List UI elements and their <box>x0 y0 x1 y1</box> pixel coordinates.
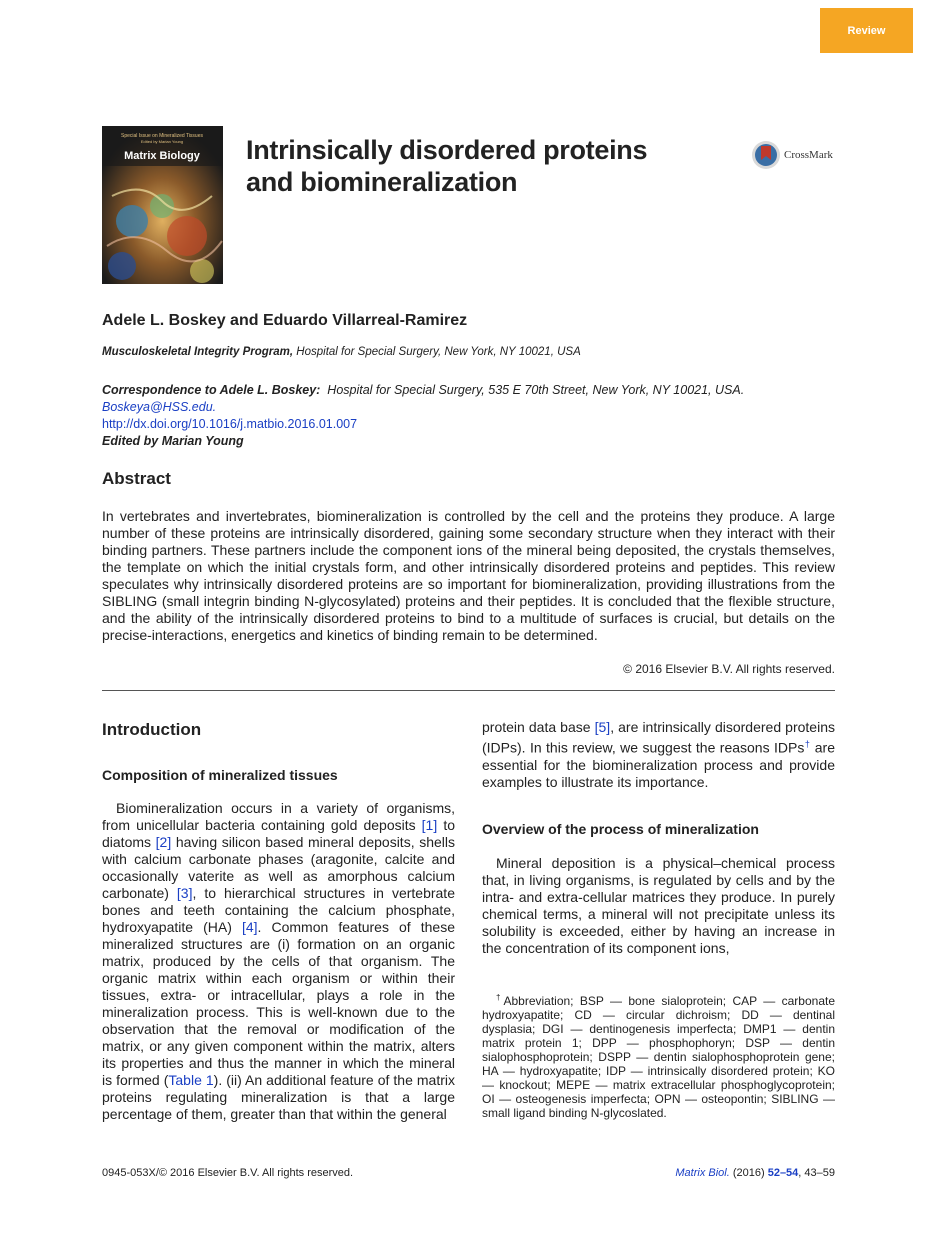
overview-paragraph <box>482 855 835 957</box>
crossmark-icon <box>751 140 781 170</box>
footer-issn: 0945-053X/© 2016 Elsevier B.V. All rights reserved. <box>102 1167 354 1179</box>
correspondence-label: Correspondence to Adele L. Boskey: <box>102 383 321 397</box>
ref-5-link[interactable]: [5] <box>594 719 611 735</box>
p2-text-b: , are intrinsically disordered proteins (IDPs). In this review, we suggest the reasons IDPs <box>482 719 835 756</box>
abstract-heading: Abstract <box>102 469 171 488</box>
p1-text-c: having silicon based mineral deposits, shells with calcium carbonate phases (aragonite, calcite and occasionally vaterite as well as amorphous calcium carbonate) <box>102 834 455 901</box>
footer-journal-link[interactable]: Matrix Biol. <box>675 1167 730 1179</box>
footnote-mark: † <box>496 993 504 1002</box>
introduction-heading: Introduction <box>102 720 202 739</box>
p3-text: Mineral deposition is a physical–chemical process that, in living organisms, is regulated by cells and by the intra- and extra-cellular matrices they produce. In purely chemical terms, a mineral will not precipitate unless its solubility is exceeded, either by having an increase in the concentration of its component ions, <box>482 855 835 956</box>
ref-1-link[interactable]: [1] <box>421 817 438 833</box>
ref-4-link[interactable]: [4] <box>241 919 258 935</box>
intro-paragraph-2 <box>482 719 835 791</box>
subheading-composition: Composition of mineralized tissues <box>102 767 338 783</box>
cover-editor-text: Edited by Marian Young <box>140 139 184 144</box>
footer-pages: , 43–59 <box>798 1167 835 1179</box>
title-line-2: and biomineralization <box>246 167 518 197</box>
intro-paragraph-1 <box>102 800 455 1123</box>
section-divider <box>102 690 835 691</box>
doi-link[interactable]: http://dx.doi.org/10.1016/j.matbio.2016.01.007 <box>102 417 358 431</box>
ref-3-link[interactable]: [3] <box>176 885 193 901</box>
title-line-1: Intrinsically disordered proteins <box>246 135 648 165</box>
abstract-text: In vertebrates and invertebrates, biomineralization is controlled by the cell and the proteins they produce. A large number of these proteins are intrinsically disordered, gaining some secondary structure when they interact with their binding partners. These partners include the component ions of the mineral being deposited, the crystals themselves, the template on which the initial crystals form, and other intrinsically disordered proteins and peptides. This review speculates why intrinsically disordered proteins are so important for biomineralization, providing illustrations from the SIBLING (small integrin binding N-glycosylated) proteins and their peptides. It is concluded that the flexible structure, and the ability of the intrinsically disordered proteins to bind to a multitude of surfaces is crucial, but details on the precise-interactions, energetics and kinetics of binding remain to be determined. <box>102 508 835 643</box>
footer-volume[interactable]: 52–54 <box>767 1167 799 1179</box>
cover-issue-text: Special Issue on Mineralized Tissues <box>121 133 203 139</box>
correspondence <box>102 382 842 450</box>
authors: Adele L. Boskey and Eduardo Villarreal-Ramirez <box>102 312 468 329</box>
journal-cover-image <box>102 126 223 284</box>
affiliation-org: Musculoskeletal Integrity Program, <box>102 346 294 358</box>
subheading-overview: Overview of the process of mineralization <box>482 821 759 837</box>
p1-text-f: ). (ii) An additional feature of the matrix proteins regulating mineralization is that a large percentage of them, greater than that within the general <box>102 1072 456 1122</box>
correspondence-email-link[interactable]: Boskeya@HSS.edu. <box>102 400 217 414</box>
correspondence-address: Hospital for Special Surgery, 535 E 70th Street, New York, NY 10021, USA. <box>320 383 745 397</box>
p1-text-b: to diatoms <box>102 817 455 850</box>
edited-by: Edited by Marian Young <box>102 434 244 448</box>
ref-2-link[interactable]: [2] <box>155 834 172 850</box>
table-1-link[interactable]: Table 1 <box>168 1072 214 1088</box>
footer-year: (2016) <box>729 1167 768 1179</box>
footnote-text: Abbreviation; BSP — bone sialoprotein; CAP — carbonate hydroxyapatite; CD — circular dichroism; DD — dentinal dysplasia; DGI — dentinogenesis imperfecta; DMP1 — dentin matrix protein 1; DPP — phosphophoryn; DSP — dentin sialophosphoprotein; DSPP — dentin sialophosphoprotein gene; HA — hydroxyapatite; IDP — intrinsically disordered protein; KO — knockout; MEPE — matrix extracellular phosphoglycoprotein; OI — osteogenesis imperfecta; OPN — osteopontin; SIBLING — small ligand binding N-glycoslated. <box>482 994 835 1120</box>
p1-text-a: Biomineralization occurs in a variety of organisms, from unicellular bacteria containing gold deposits <box>102 800 455 833</box>
cover-journal-title: Matrix Biology <box>124 150 200 162</box>
footer-citation <box>640 1167 835 1179</box>
footnote-dagger-link[interactable]: † <box>804 739 811 749</box>
affiliation <box>102 346 581 358</box>
p1-text-d: , to hierarchical structures in vertebrate bones and teeth containing the calcium phosphate, hydroxyapatite (HA) <box>102 885 455 935</box>
article-type-badge: Review <box>820 8 913 53</box>
crossmark-badge[interactable] <box>751 138 841 172</box>
abbreviation-footnote <box>482 991 835 1120</box>
abstract-copyright: © 2016 Elsevier B.V. All rights reserved. <box>623 662 835 676</box>
p2-text-a: protein data base <box>482 719 595 735</box>
crossmark-label: CrossMark <box>784 149 833 161</box>
article-title <box>246 134 716 198</box>
p1-text-e: . Common features of these mineralized structures are (i) formation on an organic matrix, produced by the cells of that organism. The organic matrix within each organism or within their tissues, extra- or intracellular, plays a role in the mineralization process. This is well-known due to the observation that the removal or modification of the matrix, or any given component within the matrix, alters its properties and thus the manner in which the mineral is formed ( <box>102 919 455 1088</box>
p2-text-c: are essential for the biomineralization process and provide examples to illustrate its importance. <box>482 739 835 790</box>
affiliation-address: Hospital for Special Surgery, New York, NY 10021, USA <box>293 346 581 358</box>
